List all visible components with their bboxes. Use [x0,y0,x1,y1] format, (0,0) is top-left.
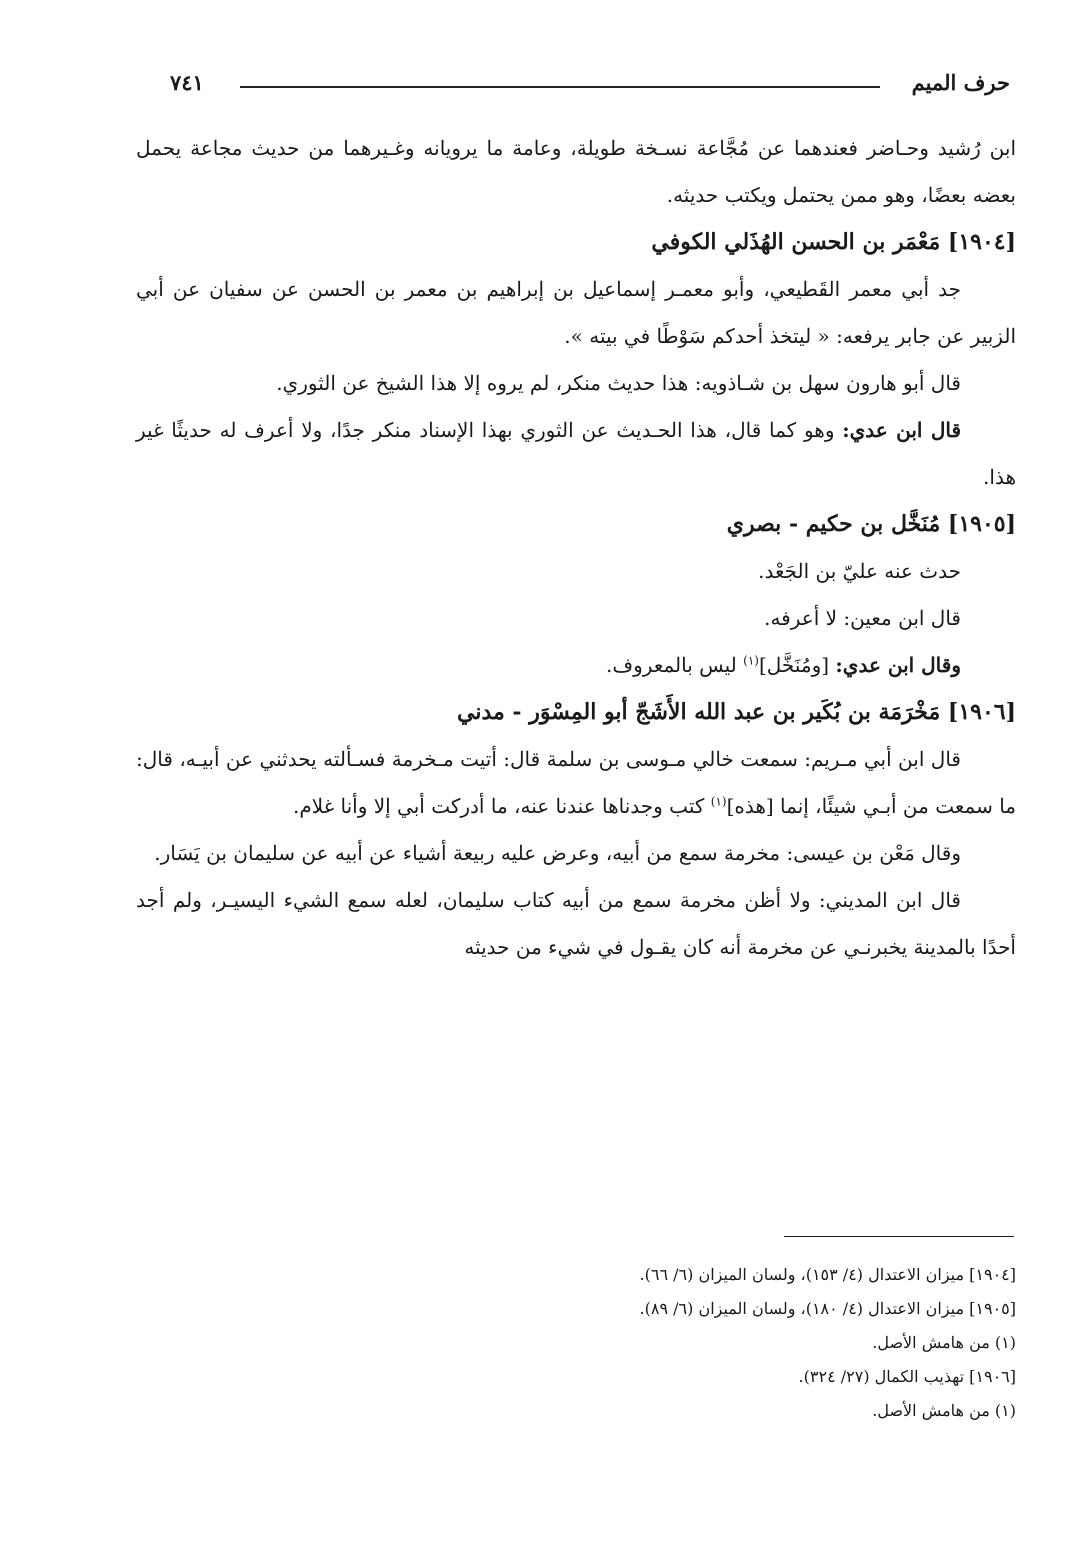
footnote-1906-note: (١) من هامش الأصل. [872,1401,1016,1420]
paragraph-7-text-b: ليس بالمعروف. [606,653,744,677]
footnote-separator [784,1236,1014,1237]
footnote-1904: [١٩٠٤] ميزان الاعتدال (٤/ ١٥٣)، ولسان الميزان (٦/ ٦٦). [639,1265,1016,1284]
paragraph-7-text-a: [ومُنَخَّل] [758,653,836,677]
paragraph-8-text-a: قال ابن أبي مـريم: سمعت خالي مـوسى بن سلمة قال: أتيت مـخرمة فسـألته يحدثني عن أبيـه، قال: ما سمعت من أبـي شيئًا، إنما [هذه] [136,747,1016,818]
page-number: ٧٤١ [170,70,204,95]
footnote-marker-2: (١) [710,794,727,809]
paragraph-10: قال ابن المديني: ولا أظن مخرمة سمع من أبيه كتاب سليمان، لعله سمع الشيء اليسيـر، ولم أجد أحدًا بالمدينة يخبرنـي عن مخرمة أنه كان يقـول في شيء من حديثه [136,888,1016,959]
footnote-marker: (١) [743,653,759,668]
paragraph-1: ابن رُشيد وحـاضر فعندهما عن مُجَّاعة نسـخة طويلة، وعامة ما يرويانه وغـيرهما من حديث مجاعة يحمل بعضه بعضًا، وهو ممن يحتمل ويكتب حديثه. [136,136,1016,207]
entry-heading-1906: [١٩٠٦] مَخْرَمَة بن بُكَير بن عبد الله الأَشَجّ أبو المِسْوَر - مدني [456,699,1016,725]
paragraph-8-text-b: كتب وجدناها عندنا عنه، ما أدركت أبي إلا وأنا غلام. [293,794,711,818]
paragraph-5: حدث عنه عليّ بن الجَعْد. [758,559,961,583]
paragraph-8 [136,736,1016,830]
footnote-1905: [١٩٠٥] ميزان الاعتدال (٤/ ١٨٠)، ولسان الميزان (٦/ ٨٩). [639,1299,1016,1318]
ibn-adi-label: قال ابن عدي: [842,418,961,442]
main-text [136,125,1016,971]
entry-heading-1904: [١٩٠٤] مَعْمَر بن الحسن الهُذَلي الكوفي [651,229,1016,255]
ibn-adi-label-2: وقال ابن عدي: [835,653,961,677]
footnote-1906: [١٩٠٦] تهذيب الكمال (٢٧/ ٣٢٤). [798,1367,1016,1386]
paragraph-4 [136,407,1016,501]
entry-heading-1905: [١٩٠٥] مُنَخَّل بن حكيم - بصري [726,511,1016,537]
footnote-1905-note: (١) من هامش الأصل. [872,1333,1016,1352]
page-header [150,68,1010,108]
chapter-title: حرف الميم [911,70,1010,95]
paragraph-3: قال أبو هارون سهل بن شـاذويه: هذا حديث منكر، لم يروه إلا هذا الشيخ عن الثوري. [276,371,961,395]
paragraph-7 [136,642,1016,689]
paragraph-4-text: وهو كما قال، هذا الحـديث عن الثوري بهذا الإسناد منكر جدًا، ولا أعرف له حديثًا غير هذا. [136,418,1016,489]
paragraph-6: قال ابن معين: لا أعرفه. [764,606,961,630]
header-rule [240,86,880,88]
footnotes [136,1258,1016,1428]
paragraph-2: جد أبي معمر القَطيعي، وأبو معمـر إسماعيل بن إبراهيم بن معمر بن الحسن عن سفيان عن أبي الزبير عن جابر يرفعه: « ليتخذ أحدكم سَوْطًا في بيته ». [136,277,1016,348]
paragraph-9: وقال مَعْن بن عيسى: مخرمة سمع من أبيه، وعرض عليه ربيعة أشياء عن أبيه عن سليمان بن يَسَار. [154,841,961,865]
